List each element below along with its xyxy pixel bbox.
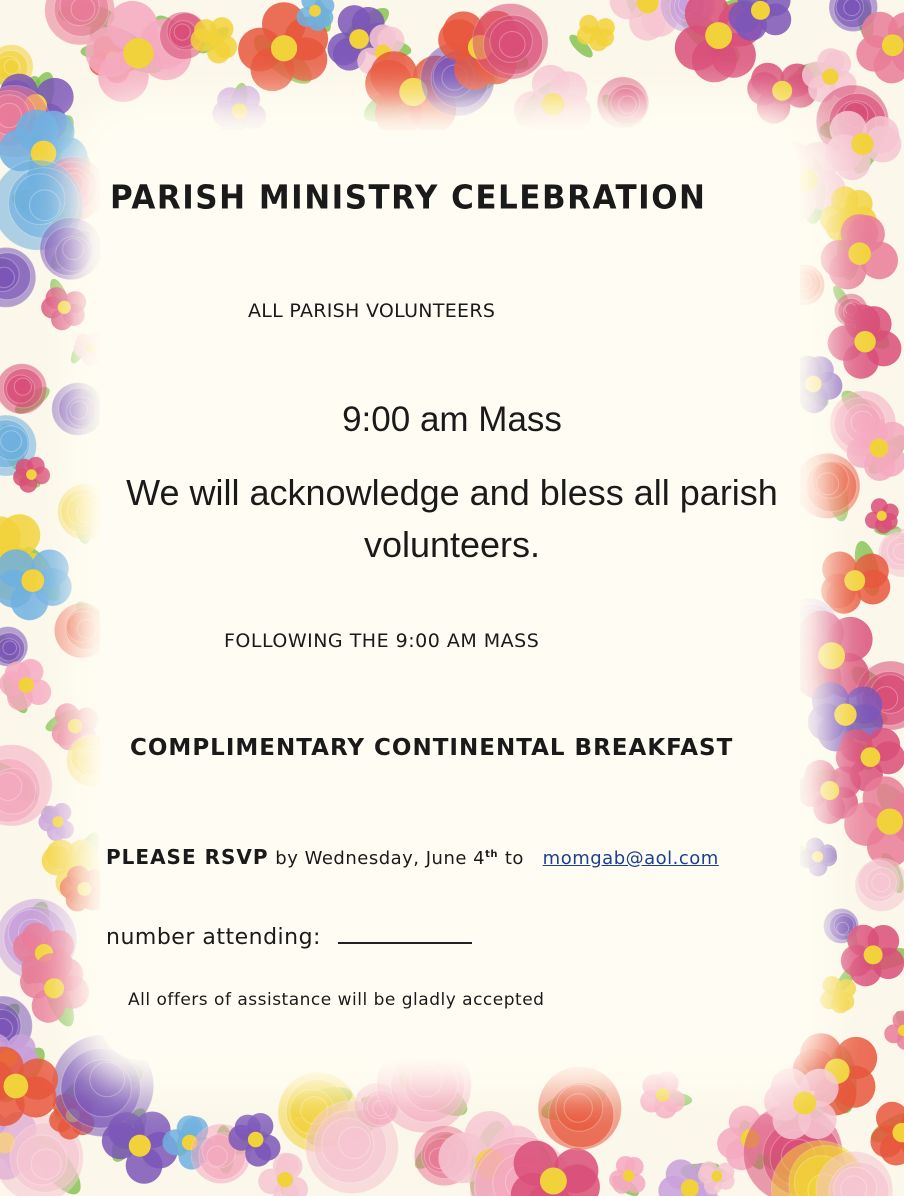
rsvp-line — [106, 845, 719, 869]
breakfast-line: COMPLIMENTARY CONTINENTAL BREAKFAST — [130, 735, 734, 761]
page-title: PARISH MINISTRY CELEBRATION — [110, 179, 707, 217]
flyer-paper — [100, 130, 800, 1060]
offers-line: All offers of assistance will be gladly accepted — [128, 990, 545, 1010]
rsvp-date: by Wednesday, June 4 — [275, 848, 486, 869]
blessing-line-1: We will acknowledge and bless all parish — [126, 472, 778, 513]
rsvp-to: to — [504, 848, 524, 869]
attending-blank — [338, 922, 472, 944]
mass-time: 9:00 am Mass — [342, 400, 562, 439]
attending-line — [106, 922, 472, 950]
following-line: FOLLOWING THE 9:00 AM MASS — [224, 630, 540, 652]
audience-line: ALL PARISH VOLUNTEERS — [248, 300, 496, 322]
blessing-line-2: volunteers. — [363, 524, 541, 565]
rsvp-lead: PLEASE RSVP — [106, 845, 269, 869]
attending-label: number attending: — [106, 925, 321, 950]
rsvp-email-link[interactable]: momgab@aol.com — [542, 848, 719, 869]
rsvp-date-suffix: th — [485, 849, 499, 860]
